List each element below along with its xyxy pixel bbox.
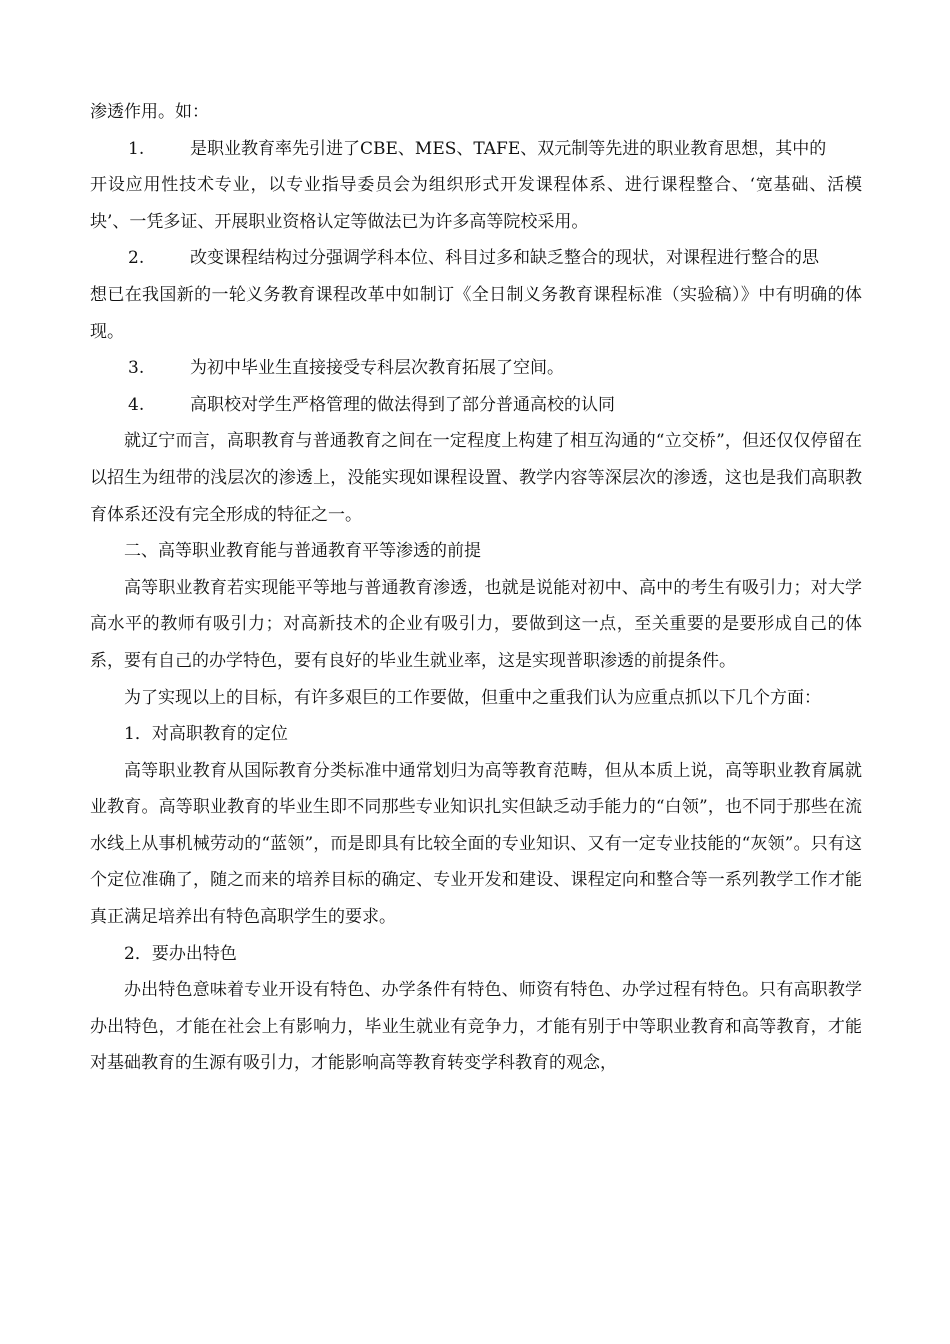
sub-heading-features: 2．要办出特色 [124,943,237,964]
sub-heading-positioning: 1．对高职教育的定位 [124,724,288,745]
list-item-4 [90,387,862,424]
list-continuation: 想已在我国新的一轮义务教育课程改革中如制订《全日制义务教育课程标准（实验稿）》中有明确的体现。 [90,284,862,342]
list-text: 是职业教育率先引进了CBE、MES、TAFE、双元制等先进的职业教育思想，其中的 [190,138,827,159]
list-number: 2. [128,248,145,269]
list-number: 1. [128,138,145,159]
opening-line: 渗透作用。如： [90,102,209,122]
list-item-1 [90,131,862,168]
list-item-3 [90,350,862,387]
paragraph-premise: 高等职业教育若实现能平等地与普通教育渗透，也就是说能对初中、高中的考生有吸引力；对大学高水平的教师有吸引力；对高新技术的企业有吸引力，要做到这一点，至关重要的是要形成自己的体系，要有自己的办学特色，要有良好的毕业生就业率，这是实现普职渗透的前提条件。 [90,577,862,671]
list-text: 改变课程结构过分强调学科本位、科目过多和缺乏整合的现状，对课程进行整合的思 [190,248,819,269]
paragraph-features: 办出特色意味着专业开设有特色、办学条件有特色、师资有特色、办学过程有特色。只有高职教学办出特色，才能在社会上有影响力，毕业生就业有竞争力，才能有别于中等职业教育和高等教育，才能对基础教育的生源有吸引力，才能影响高等教育转变学科教育的观念， [90,980,862,1074]
list-number: 4. [128,394,145,415]
list-text: 为初中毕业生直接接受专科层次教育拓展了空间。 [190,358,564,379]
paragraph-goal: 为了实现以上的目标，有许多艰巨的工作要做，但重中之重我们认为应重点抓以下几个方面： [124,687,821,708]
paragraph-liaoning: 就辽宁而言，高职教育与普通教育之间在一定程度上构建了相互沟通的“立交桥”，但还仅仅停留在以招生为纽带的浅层次的渗透上，没能实现如课程设置、教学内容等深层次的渗透，这也是我们高职教育体系还没有完全形成的特征之一。 [90,431,862,525]
section-heading: 二、高等职业教育能与普通教育平等渗透的前提 [124,541,481,562]
list-continuation: 开设应用性技术专业，以专业指导委员会为组织形式开发课程体系、进行课程整合、‘宽基础、活模块’、一凭多证、开展职业资格认定等做法已为许多高等院校采用。 [90,175,862,232]
document-page [90,94,862,1082]
list-number: 3. [128,358,145,379]
list-text: 高职校对学生严格管理的做法得到了部分普通高校的认同 [190,394,615,415]
list-item-2 [90,240,862,277]
paragraph-positioning: 高等职业教育从国际教育分类标准中通常划归为高等教育范畴，但从本质上说，高等职业教育属就业教育。高等职业教育的毕业生即不同那些专业知识扎实但缺乏动手能力的“白领”，也不同于那些在流水线上从事机械劳动的“蓝领”，而是即具有比较全面的专业知识、又有一定专业技能的“灰领”。只有这个定位准确了，随之而来的培养目标的确定、专业开发和建设、课程定向和整合等一系列教学工作才能真正满足培养出有特色高职学生的要求。 [90,760,862,928]
